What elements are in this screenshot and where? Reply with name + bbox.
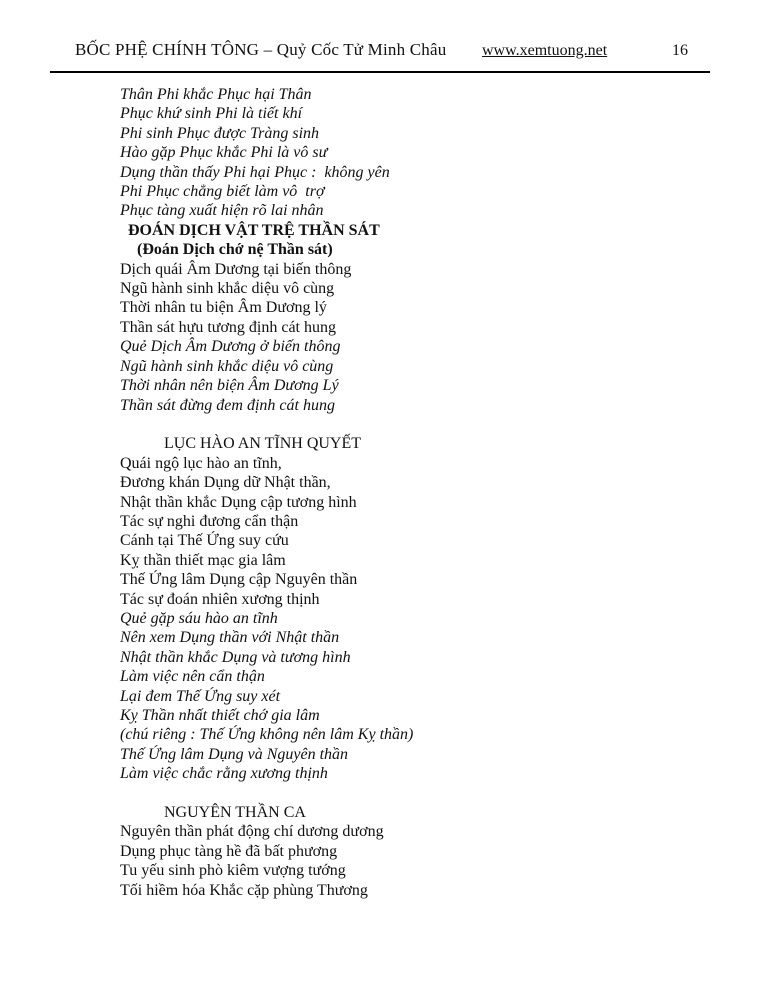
poem-line: Thời nhân nên biện Âm Dương Lý (120, 377, 339, 395)
poem-line: Làm việc nên cẩn thận (120, 668, 265, 686)
poem-line: Thân Phi khắc Phục hại Thân (120, 86, 312, 103)
poem-line: Nhật thần khắc Dụng cập tương hình (120, 493, 357, 511)
poem-line: Tác sự đoán nhiên xương thịnh (120, 590, 320, 608)
poem-line: Đương khán Dụng dữ Nhật thần, (120, 474, 331, 492)
poem-line: Quẻ Dịch Âm Dương ở biến thông (120, 338, 341, 356)
poem-line: Lại đem Thế Ứng suy xét (120, 687, 281, 705)
poem-line: Phi Phục chẳng biết làm vô trợ (120, 183, 325, 201)
poem-line: Tu yếu sinh phò kiêm vượng tướng (120, 862, 346, 880)
poem-line: Phục khứ sinh Phi là tiết khí (120, 105, 303, 123)
poem-line: Kỵ thần thiết mạc gia lâm (120, 551, 286, 569)
section-heading: (Đoán Dịch chớ nệ Thần sát) (137, 241, 333, 259)
poem-line: Làm việc chắc rằng xương thịnh (120, 765, 328, 783)
book-title: BỐC PHỆ CHÍNH TÔNG – Quỷ Cốc Tử Minh Châu (75, 40, 447, 59)
poem-line: Thời nhân tu biện Âm Dương lý (120, 299, 327, 317)
poem-line: Ngũ hành sinh khắc diệu vô cùng (120, 357, 334, 375)
section-heading: ĐOÁN DỊCH VẬT TRỆ THẦN SÁT (128, 221, 380, 239)
poem-line: Nguyên thần phát động chí dương dương (120, 823, 384, 841)
page-number: 16 (672, 42, 688, 59)
poem-line: Nên xem Dụng thần với Nhật thần (120, 629, 340, 647)
website-link[interactable]: www.xemtuong.net (482, 42, 608, 59)
poem-line: Quẻ gặp sáu hào an tĩnh (120, 609, 278, 627)
poem-line: Thần sát hựu tương định cát hung (120, 318, 336, 336)
poem-line: Thần sát đừng đem định cát hung (120, 396, 335, 414)
poem-line: Thế Ứng lâm Dụng và Nguyên thần (120, 745, 349, 763)
poem-line: Phục tàng xuất hiện rõ lai nhân (120, 202, 324, 220)
poem-line: Quái ngộ lục hào an tĩnh, (120, 454, 282, 472)
section-heading: NGUYÊN THẦN CA (164, 804, 306, 821)
poem-line: Tối hiềm hóa Khắc cặp phùng Thương (120, 881, 368, 899)
poem-line: Cánh tại Thế Ứng suy cứu (120, 532, 289, 550)
poem-line: Ngũ hành sinh khắc diệu vô cùng (120, 280, 335, 298)
poem-line: Phi sinh Phục được Tràng sinh (120, 124, 320, 142)
poem-line: Dụng phục tàng hề đã bất phương (120, 842, 338, 860)
poem-line: Nhật thần khắc Dụng và tương hình (120, 648, 351, 666)
poem-line: Kỵ Thần nhất thiết chớ gia lâm (120, 706, 320, 724)
poem-line: Thế Ứng lâm Dụng cập Nguyên thần (120, 571, 358, 589)
poem-line: Dịch quái Âm Dương tại biến thông (120, 260, 352, 278)
section-heading: LỤC HÀO AN TĨNH QUYẾT (164, 435, 362, 453)
poem-line: (chú riêng : Thế Ứng không nên lâm Kỵ thần) (120, 726, 414, 744)
poem-line: Dụng thần thấy Phi hại Phục : không yên (120, 163, 390, 181)
document-body (0, 85, 765, 900)
header-divider (50, 71, 710, 73)
poem-line: Hào gặp Phục khắc Phi là vô sư (120, 144, 328, 162)
poem-line: Tác sự nghi đương cẩn thận (120, 512, 299, 530)
